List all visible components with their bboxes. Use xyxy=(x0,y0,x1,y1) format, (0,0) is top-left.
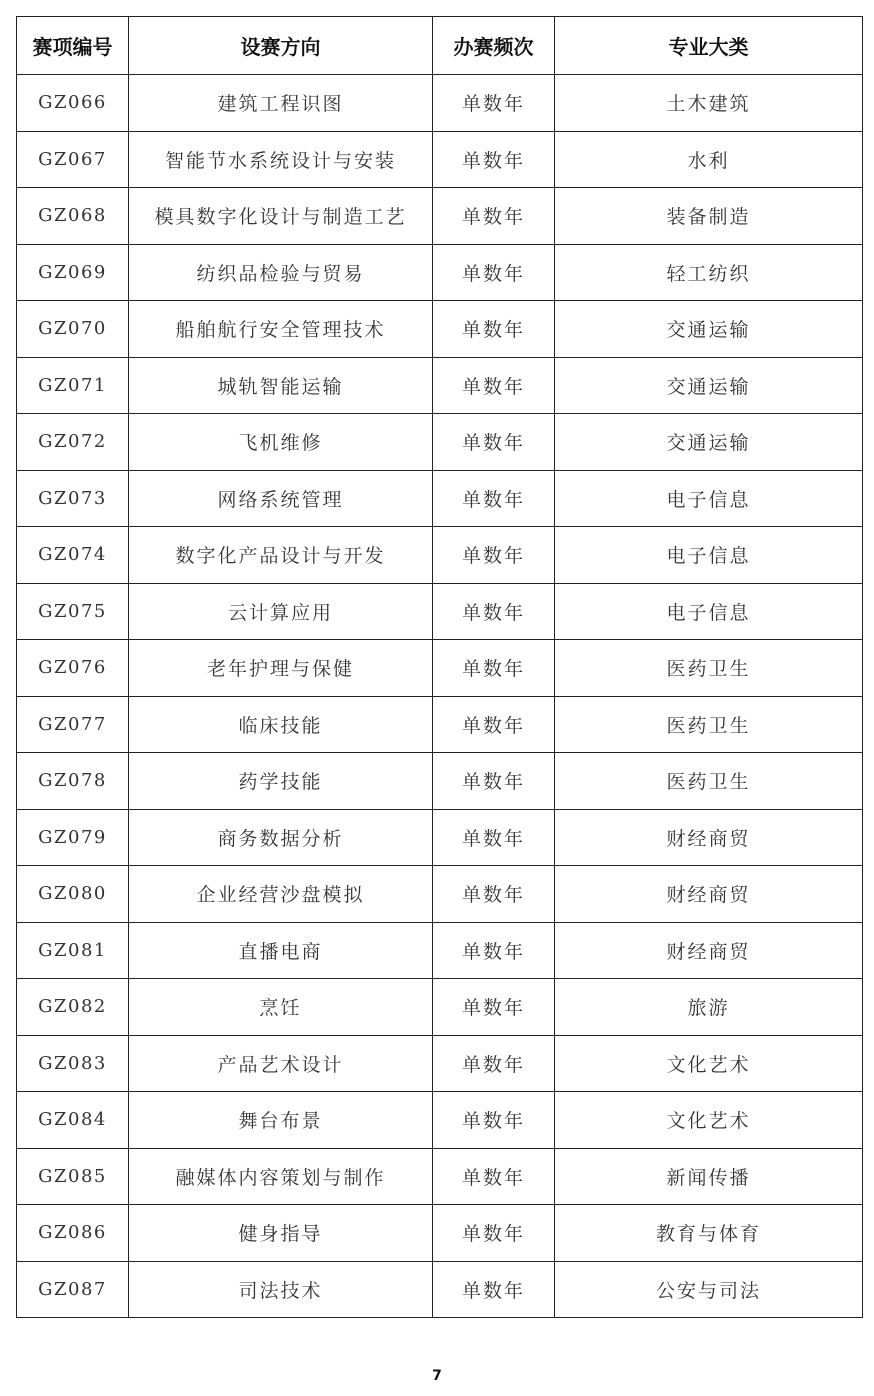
table-row xyxy=(17,1148,863,1205)
cell-direction: 网络系统管理 xyxy=(129,470,433,527)
cell-category: 文化艺术 xyxy=(555,1035,863,1092)
cell-category: 医药卫生 xyxy=(555,640,863,697)
cell-code: GZ079 xyxy=(17,809,129,866)
cell-category: 电子信息 xyxy=(555,527,863,584)
cell-frequency: 单数年 xyxy=(433,131,555,188)
cell-direction: 健身指导 xyxy=(129,1205,433,1262)
table-row xyxy=(17,131,863,188)
cell-category: 医药卫生 xyxy=(555,696,863,753)
cell-direction: 融媒体内容策划与制作 xyxy=(129,1148,433,1205)
cell-direction: 飞机维修 xyxy=(129,414,433,471)
header-row xyxy=(17,17,863,75)
cell-category: 文化艺术 xyxy=(555,1092,863,1149)
table-row xyxy=(17,1261,863,1318)
cell-direction: 司法技术 xyxy=(129,1261,433,1318)
cell-frequency: 单数年 xyxy=(433,979,555,1036)
cell-code: GZ076 xyxy=(17,640,129,697)
cell-code: GZ078 xyxy=(17,753,129,810)
cell-code: GZ068 xyxy=(17,188,129,245)
competition-table xyxy=(16,16,863,1318)
table-header xyxy=(17,17,863,75)
cell-category: 新闻传播 xyxy=(555,1148,863,1205)
cell-code: GZ077 xyxy=(17,696,129,753)
header-direction: 设赛方向 xyxy=(129,17,433,75)
cell-direction: 智能节水系统设计与安装 xyxy=(129,131,433,188)
table-body xyxy=(17,75,863,1318)
cell-direction: 舞台布景 xyxy=(129,1092,433,1149)
cell-direction: 老年护理与保健 xyxy=(129,640,433,697)
table-row xyxy=(17,866,863,923)
table-row xyxy=(17,640,863,697)
table-row xyxy=(17,188,863,245)
cell-frequency: 单数年 xyxy=(433,753,555,810)
cell-frequency: 单数年 xyxy=(433,1261,555,1318)
table-row xyxy=(17,470,863,527)
cell-code: GZ080 xyxy=(17,866,129,923)
cell-frequency: 单数年 xyxy=(433,696,555,753)
cell-direction: 船舶航行安全管理技术 xyxy=(129,301,433,358)
cell-code: GZ087 xyxy=(17,1261,129,1318)
cell-direction: 云计算应用 xyxy=(129,583,433,640)
cell-frequency: 单数年 xyxy=(433,188,555,245)
table-row xyxy=(17,527,863,584)
page-number: 7 xyxy=(432,1368,442,1384)
cell-code: GZ070 xyxy=(17,301,129,358)
cell-direction: 企业经营沙盘模拟 xyxy=(129,866,433,923)
cell-category: 财经商贸 xyxy=(555,866,863,923)
cell-frequency: 单数年 xyxy=(433,244,555,301)
cell-code: GZ066 xyxy=(17,75,129,132)
header-frequency: 办赛频次 xyxy=(433,17,555,75)
cell-frequency: 单数年 xyxy=(433,922,555,979)
cell-direction: 模具数字化设计与制造工艺 xyxy=(129,188,433,245)
cell-direction: 纺织品检验与贸易 xyxy=(129,244,433,301)
table-row xyxy=(17,414,863,471)
table-row xyxy=(17,1205,863,1262)
cell-code: GZ085 xyxy=(17,1148,129,1205)
table-row xyxy=(17,301,863,358)
cell-category: 财经商贸 xyxy=(555,922,863,979)
table-row xyxy=(17,1092,863,1149)
cell-code: GZ084 xyxy=(17,1092,129,1149)
cell-code: GZ072 xyxy=(17,414,129,471)
cell-frequency: 单数年 xyxy=(433,470,555,527)
table-row xyxy=(17,1035,863,1092)
cell-direction: 烹饪 xyxy=(129,979,433,1036)
cell-frequency: 单数年 xyxy=(433,866,555,923)
table-row xyxy=(17,244,863,301)
cell-frequency: 单数年 xyxy=(433,301,555,358)
cell-frequency: 单数年 xyxy=(433,583,555,640)
cell-category: 电子信息 xyxy=(555,583,863,640)
cell-frequency: 单数年 xyxy=(433,1148,555,1205)
cell-category: 交通运输 xyxy=(555,301,863,358)
cell-direction: 城轨智能运输 xyxy=(129,357,433,414)
cell-code: GZ086 xyxy=(17,1205,129,1262)
table-row xyxy=(17,979,863,1036)
cell-direction: 产品艺术设计 xyxy=(129,1035,433,1092)
cell-category: 交通运输 xyxy=(555,357,863,414)
cell-direction: 直播电商 xyxy=(129,922,433,979)
cell-category: 公安与司法 xyxy=(555,1261,863,1318)
cell-category: 轻工纺织 xyxy=(555,244,863,301)
cell-code: GZ074 xyxy=(17,527,129,584)
cell-category: 教育与体育 xyxy=(555,1205,863,1262)
cell-code: GZ073 xyxy=(17,470,129,527)
table-row xyxy=(17,75,863,132)
cell-frequency: 单数年 xyxy=(433,527,555,584)
table-row xyxy=(17,583,863,640)
cell-category: 水利 xyxy=(555,131,863,188)
cell-frequency: 单数年 xyxy=(433,75,555,132)
cell-frequency: 单数年 xyxy=(433,1092,555,1149)
cell-category: 装备制造 xyxy=(555,188,863,245)
cell-code: GZ081 xyxy=(17,922,129,979)
cell-category: 电子信息 xyxy=(555,470,863,527)
cell-code: GZ069 xyxy=(17,244,129,301)
table-row xyxy=(17,357,863,414)
cell-code: GZ075 xyxy=(17,583,129,640)
cell-direction: 药学技能 xyxy=(129,753,433,810)
cell-frequency: 单数年 xyxy=(433,809,555,866)
cell-frequency: 单数年 xyxy=(433,414,555,471)
cell-frequency: 单数年 xyxy=(433,1205,555,1262)
cell-category: 土木建筑 xyxy=(555,75,863,132)
cell-code: GZ083 xyxy=(17,1035,129,1092)
cell-category: 旅游 xyxy=(555,979,863,1036)
table-row xyxy=(17,809,863,866)
table-row xyxy=(17,753,863,810)
cell-category: 医药卫生 xyxy=(555,753,863,810)
cell-category: 财经商贸 xyxy=(555,809,863,866)
cell-frequency: 单数年 xyxy=(433,357,555,414)
cell-code: GZ071 xyxy=(17,357,129,414)
table-row xyxy=(17,922,863,979)
cell-direction: 商务数据分析 xyxy=(129,809,433,866)
cell-code: GZ082 xyxy=(17,979,129,1036)
header-category: 专业大类 xyxy=(555,17,863,75)
cell-direction: 数字化产品设计与开发 xyxy=(129,527,433,584)
cell-direction: 临床技能 xyxy=(129,696,433,753)
table-row xyxy=(17,696,863,753)
cell-category: 交通运输 xyxy=(555,414,863,471)
header-code: 赛项编号 xyxy=(17,17,129,75)
cell-frequency: 单数年 xyxy=(433,1035,555,1092)
cell-code: GZ067 xyxy=(17,131,129,188)
cell-direction: 建筑工程识图 xyxy=(129,75,433,132)
cell-frequency: 单数年 xyxy=(433,640,555,697)
